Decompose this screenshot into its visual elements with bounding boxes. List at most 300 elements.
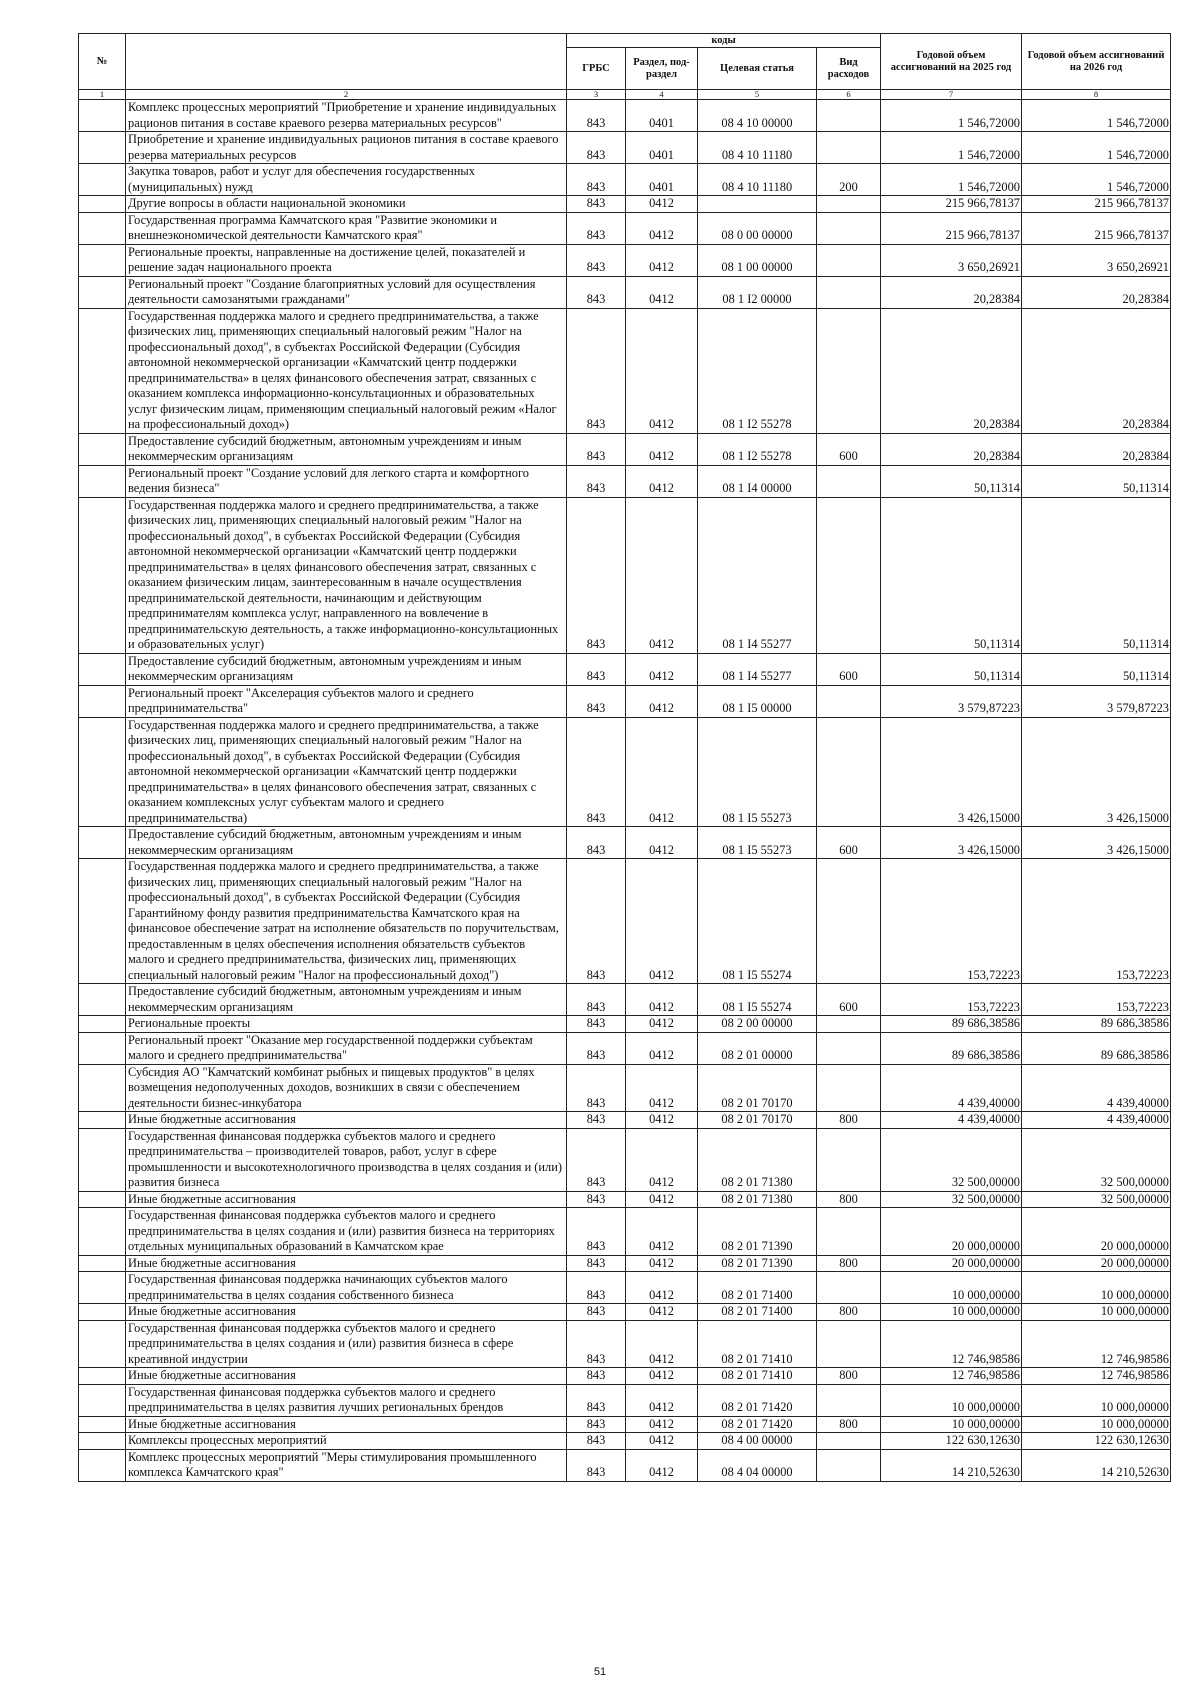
row-2026-cell: 10 000,00000 [1022, 1384, 1171, 1416]
row-target-cell: 08 4 04 00000 [698, 1449, 817, 1481]
row-2026-cell: 50,11314 [1022, 497, 1171, 653]
row-name-cell: Государственная поддержка малого и среднего предпринимательства, а также физических лиц, применяющих специальный налоговый режим "Налог на профессиональный доход", в субъектах Российской Федерации (Субсидия автономной некоммерческой организации «Камчатский центр поддержки предпринимательства» в целях финансового обеспечения затрат, связанных с оказанием физическим лицам, заинтересованным в начале осуществления предпринимательской деятельности, начинающим и действующим предпринимателям комплекса услуг, направленного на вовлечение в предпринимательскую деятельность, а также информационно-консультационных и образовательных услуг) [126, 497, 567, 653]
row-2025-cell: 32 500,00000 [881, 1191, 1022, 1208]
row-target-cell: 08 1 00 00000 [698, 244, 817, 276]
row-number-cell [79, 100, 126, 132]
row-grbs-cell: 843 [567, 276, 626, 308]
row-section-cell: 0401 [626, 100, 698, 132]
row-grbs-cell: 843 [567, 100, 626, 132]
row-section-cell: 0412 [626, 717, 698, 827]
row-2026-cell: 50,11314 [1022, 465, 1171, 497]
row-section-cell: 0412 [626, 685, 698, 717]
table-row [79, 276, 1171, 308]
row-name-cell: Государственная финансовая поддержка начинающих субъектов малого предпринимательства в целях создания собственного бизнеса [126, 1272, 567, 1304]
row-2026-cell: 12 746,98586 [1022, 1368, 1171, 1385]
table-body [79, 100, 1171, 1482]
budget-table [78, 33, 1171, 1482]
table-row [79, 132, 1171, 164]
row-section-cell: 0412 [626, 1368, 698, 1385]
row-2025-cell: 3 650,26921 [881, 244, 1022, 276]
row-number-cell [79, 276, 126, 308]
row-2026-cell: 89 686,38586 [1022, 1032, 1171, 1064]
row-name-cell: Региональные проекты, направленные на достижение целей, показателей и решение задач национального проекта [126, 244, 567, 276]
row-name-cell: Государственная поддержка малого и среднего предпринимательства, а также физических лиц, применяющих специальный налоговый режим "Налог на профессиональный доход", в субъектах Российской Федерации (Субсидия Гарантийному фонду развития предпринимательства Камчатского края на финансовое обеспечение затрат на исполнение обязательств по поручительствам, предоставленным в целях обеспечения исполнения обязательств субъектов малого и среднего предпринимательства, физических лиц, применяющих специальный налоговый режим "Налог на профессиональный доход") [126, 859, 567, 984]
table-row [79, 1032, 1171, 1064]
row-type-cell [817, 244, 881, 276]
row-target-cell: 08 1 I2 55278 [698, 433, 817, 465]
table-row [79, 196, 1171, 213]
row-target-cell: 08 4 00 00000 [698, 1433, 817, 1450]
row-2026-cell: 20,28384 [1022, 433, 1171, 465]
row-type-cell [817, 308, 881, 433]
row-2026-cell: 122 630,12630 [1022, 1433, 1171, 1450]
row-grbs-cell: 843 [567, 1128, 626, 1191]
row-name-cell: Комплекс процессных мероприятий "Меры стимулирования промышленного комплекса Камчатского края" [126, 1449, 567, 1481]
row-type-cell [817, 1208, 881, 1256]
row-name-cell: Иные бюджетные ассигнования [126, 1191, 567, 1208]
row-type-cell [817, 212, 881, 244]
row-type-cell [817, 1128, 881, 1191]
row-grbs-cell: 843 [567, 859, 626, 984]
row-2025-cell: 20 000,00000 [881, 1208, 1022, 1256]
row-number-cell [79, 1128, 126, 1191]
col-number-4: 4 [626, 90, 698, 100]
row-grbs-cell: 843 [567, 465, 626, 497]
row-section-cell: 0412 [626, 1416, 698, 1433]
row-name-cell: Иные бюджетные ассигнования [126, 1368, 567, 1385]
row-type-cell: 600 [817, 433, 881, 465]
row-target-cell: 08 2 01 71410 [698, 1368, 817, 1385]
row-target-cell: 08 4 10 11180 [698, 132, 817, 164]
row-2025-cell: 4 439,40000 [881, 1064, 1022, 1112]
row-type-cell [817, 1449, 881, 1481]
row-name-cell: Региональный проект "Создание условий для легкого старта и комфортного ведения бизнеса" [126, 465, 567, 497]
row-number-cell [79, 1255, 126, 1272]
row-name-cell: Закупка товаров, работ и услуг для обеспечения государственных (муниципальных) нужд [126, 164, 567, 196]
row-grbs-cell: 843 [567, 1320, 626, 1368]
row-number-cell [79, 1016, 126, 1033]
row-2025-cell: 12 746,98586 [881, 1368, 1022, 1385]
row-type-cell: 800 [817, 1255, 881, 1272]
row-type-cell: 600 [817, 653, 881, 685]
row-2025-cell: 4 439,40000 [881, 1112, 1022, 1129]
row-2026-cell: 20 000,00000 [1022, 1255, 1171, 1272]
row-target-cell: 08 0 00 00000 [698, 212, 817, 244]
table-row [79, 1208, 1171, 1256]
row-grbs-cell: 843 [567, 1304, 626, 1321]
row-2025-cell: 10 000,00000 [881, 1272, 1022, 1304]
row-target-cell: 08 2 01 70170 [698, 1112, 817, 1129]
row-section-cell: 0412 [626, 212, 698, 244]
row-section-cell: 0412 [626, 497, 698, 653]
row-type-cell [817, 132, 881, 164]
row-target-cell: 08 2 01 71380 [698, 1128, 817, 1191]
row-type-cell [817, 1320, 881, 1368]
row-name-cell: Предоставление субсидий бюджетным, автономным учреждениям и иным некоммерческим организациям [126, 653, 567, 685]
row-section-cell: 0412 [626, 196, 698, 213]
row-type-cell [817, 1384, 881, 1416]
row-grbs-cell: 843 [567, 1016, 626, 1033]
row-2025-cell: 1 546,72000 [881, 164, 1022, 196]
row-2026-cell: 20 000,00000 [1022, 1208, 1171, 1256]
row-number-cell [79, 1032, 126, 1064]
col-header-grbs: ГРБС [567, 48, 626, 90]
row-target-cell: 08 2 01 71400 [698, 1272, 817, 1304]
row-2025-cell: 215 966,78137 [881, 212, 1022, 244]
row-type-cell [817, 1433, 881, 1450]
row-target-cell: 08 1 I4 00000 [698, 465, 817, 497]
row-2025-cell: 3 579,87223 [881, 685, 1022, 717]
row-type-cell: 800 [817, 1368, 881, 1385]
row-2025-cell: 153,72223 [881, 859, 1022, 984]
row-2026-cell: 3 650,26921 [1022, 244, 1171, 276]
row-grbs-cell: 843 [567, 1208, 626, 1256]
row-2025-cell: 3 426,15000 [881, 827, 1022, 859]
row-grbs-cell: 843 [567, 1449, 626, 1481]
row-target-cell: 08 1 I5 55273 [698, 827, 817, 859]
row-number-cell [79, 1368, 126, 1385]
row-section-cell: 0412 [626, 465, 698, 497]
row-type-cell [817, 497, 881, 653]
table-row [79, 984, 1171, 1016]
table-row [79, 1016, 1171, 1033]
row-section-cell: 0412 [626, 1112, 698, 1129]
row-2026-cell: 153,72223 [1022, 859, 1171, 984]
row-2026-cell: 3 426,15000 [1022, 827, 1171, 859]
row-2026-cell: 89 686,38586 [1022, 1016, 1171, 1033]
row-2026-cell: 50,11314 [1022, 653, 1171, 685]
row-2025-cell: 20 000,00000 [881, 1255, 1022, 1272]
col-number-7: 7 [881, 90, 1022, 100]
row-number-cell [79, 497, 126, 653]
row-grbs-cell: 843 [567, 1032, 626, 1064]
row-name-cell: Иные бюджетные ассигнования [126, 1255, 567, 1272]
row-type-cell [817, 717, 881, 827]
row-grbs-cell: 843 [567, 164, 626, 196]
row-2026-cell: 20,28384 [1022, 276, 1171, 308]
row-type-cell: 800 [817, 1191, 881, 1208]
row-number-cell [79, 196, 126, 213]
row-grbs-cell: 843 [567, 984, 626, 1016]
row-target-cell: 08 2 01 71420 [698, 1416, 817, 1433]
col-number-8: 8 [1022, 90, 1171, 100]
row-2026-cell: 10 000,00000 [1022, 1416, 1171, 1433]
row-type-cell: 200 [817, 164, 881, 196]
row-name-cell: Региональный проект "Акселерация субъектов малого и среднего предпринимательства" [126, 685, 567, 717]
table-row [79, 1449, 1171, 1481]
row-target-cell: 08 2 01 71380 [698, 1191, 817, 1208]
row-number-cell [79, 465, 126, 497]
row-section-cell: 0412 [626, 859, 698, 984]
row-target-cell: 08 2 01 00000 [698, 1032, 817, 1064]
row-2025-cell: 10 000,00000 [881, 1416, 1022, 1433]
row-target-cell: 08 2 01 71420 [698, 1384, 817, 1416]
row-target-cell: 08 1 I5 55274 [698, 984, 817, 1016]
row-type-cell [817, 1032, 881, 1064]
table-row [79, 212, 1171, 244]
row-2026-cell: 4 439,40000 [1022, 1112, 1171, 1129]
col-header-codes: коды [567, 34, 881, 48]
col-number-3: 3 [567, 90, 626, 100]
row-name-cell: Комплексы процессных мероприятий [126, 1433, 567, 1450]
row-2025-cell: 1 546,72000 [881, 100, 1022, 132]
row-section-cell: 0412 [626, 1208, 698, 1256]
row-grbs-cell: 843 [567, 1368, 626, 1385]
row-2025-cell: 50,11314 [881, 653, 1022, 685]
page-number: 51 [593, 1666, 607, 1678]
row-target-cell: 08 2 01 70170 [698, 1064, 817, 1112]
row-type-cell [817, 1064, 881, 1112]
row-target-cell: 08 2 01 71390 [698, 1208, 817, 1256]
row-number-cell [79, 827, 126, 859]
table-row [79, 653, 1171, 685]
row-grbs-cell: 843 [567, 1191, 626, 1208]
col-number-2: 2 [126, 90, 567, 100]
row-2025-cell: 89 686,38586 [881, 1032, 1022, 1064]
row-target-cell: 08 2 01 71400 [698, 1304, 817, 1321]
row-number-cell [79, 1433, 126, 1450]
row-section-cell: 0412 [626, 1191, 698, 1208]
table-row [79, 1368, 1171, 1385]
row-section-cell: 0412 [626, 1449, 698, 1481]
row-2025-cell: 14 210,52630 [881, 1449, 1022, 1481]
row-name-cell: Государственная поддержка малого и среднего предпринимательства, а также физических лиц, применяющих специальный налоговый режим "Налог на профессиональный доход", в субъектах Российской Федерации (Субсидия автономной некоммерческой организации «Камчатский центр поддержки предпринимательства» в целях финансового обеспечения затрат, связанных с оказанием комплекса информационно-консультационных и образовательных услуг физическим лицам, применяющим специальный налоговый режим «Налог на профессиональный доход») [126, 308, 567, 433]
row-target-cell: 08 1 I4 55277 [698, 497, 817, 653]
row-2026-cell: 3 579,87223 [1022, 685, 1171, 717]
row-type-cell [817, 1272, 881, 1304]
row-section-cell: 0412 [626, 1064, 698, 1112]
row-2026-cell: 10 000,00000 [1022, 1304, 1171, 1321]
row-target-cell [698, 196, 817, 213]
row-2025-cell: 12 746,98586 [881, 1320, 1022, 1368]
row-number-cell [79, 1191, 126, 1208]
row-2026-cell: 4 439,40000 [1022, 1064, 1171, 1112]
row-2025-cell: 50,11314 [881, 465, 1022, 497]
row-grbs-cell: 843 [567, 827, 626, 859]
row-2026-cell: 12 746,98586 [1022, 1320, 1171, 1368]
row-2026-cell: 1 546,72000 [1022, 164, 1171, 196]
row-target-cell: 08 1 I2 55278 [698, 308, 817, 433]
row-type-cell [817, 196, 881, 213]
row-number-cell [79, 653, 126, 685]
row-2025-cell: 3 426,15000 [881, 717, 1022, 827]
row-type-cell: 800 [817, 1112, 881, 1129]
row-2026-cell: 215 966,78137 [1022, 196, 1171, 213]
table-row [79, 1112, 1171, 1129]
row-section-cell: 0412 [626, 1384, 698, 1416]
row-number-cell [79, 1208, 126, 1256]
table-row [79, 433, 1171, 465]
table-row [79, 1064, 1171, 1112]
row-number-cell [79, 433, 126, 465]
row-grbs-cell: 843 [567, 1112, 626, 1129]
row-type-cell [817, 685, 881, 717]
row-number-cell [79, 244, 126, 276]
col-number-5: 5 [698, 90, 817, 100]
table-row [79, 308, 1171, 433]
col-header-2026: Годовой объем ассигнований на 2026 год [1022, 34, 1171, 90]
row-number-cell [79, 717, 126, 827]
row-target-cell: 08 4 10 00000 [698, 100, 817, 132]
row-grbs-cell: 843 [567, 308, 626, 433]
row-2026-cell: 1 546,72000 [1022, 132, 1171, 164]
row-type-cell [817, 859, 881, 984]
row-number-cell [79, 859, 126, 984]
row-name-cell: Иные бюджетные ассигнования [126, 1304, 567, 1321]
col-header-section: Раздел, под-раздел [626, 48, 698, 90]
row-2025-cell: 1 546,72000 [881, 132, 1022, 164]
row-name-cell: Предоставление субсидий бюджетным, автономным учреждениям и иным некоммерческим организациям [126, 827, 567, 859]
row-section-cell: 0412 [626, 1304, 698, 1321]
row-2025-cell: 10 000,00000 [881, 1384, 1022, 1416]
row-target-cell: 08 1 I5 55274 [698, 859, 817, 984]
table-row [79, 1128, 1171, 1191]
row-type-cell: 600 [817, 984, 881, 1016]
row-name-cell: Государственная финансовая поддержка субъектов малого и среднего предпринимательства в целях создания и (или) развития бизнеса в сфере креативной индустрии [126, 1320, 567, 1368]
row-grbs-cell: 843 [567, 1416, 626, 1433]
row-target-cell: 08 2 00 00000 [698, 1016, 817, 1033]
row-type-cell [817, 276, 881, 308]
row-2025-cell: 10 000,00000 [881, 1304, 1022, 1321]
table-row [79, 1304, 1171, 1321]
col-number-6: 6 [817, 90, 881, 100]
row-target-cell: 08 4 10 11180 [698, 164, 817, 196]
col-number-1: 1 [79, 90, 126, 100]
table-row [79, 717, 1171, 827]
row-target-cell: 08 2 01 71410 [698, 1320, 817, 1368]
row-number-cell [79, 1112, 126, 1129]
row-number-cell [79, 1416, 126, 1433]
row-name-cell: Региональный проект "Оказание мер государственной поддержки субъектам малого и среднего предпринимательства" [126, 1032, 567, 1064]
row-number-cell [79, 1384, 126, 1416]
row-name-cell: Государственная финансовая поддержка субъектов малого и среднего предпринимательства – производителей товаров, работ, услуг в сфере промышленности и высокотехнологичного производства в целях создания и (или) развития бизнеса [126, 1128, 567, 1191]
row-type-cell: 800 [817, 1416, 881, 1433]
table-row [79, 497, 1171, 653]
row-target-cell: 08 1 I2 00000 [698, 276, 817, 308]
row-number-cell [79, 1304, 126, 1321]
row-grbs-cell: 843 [567, 196, 626, 213]
row-section-cell: 0412 [626, 1320, 698, 1368]
row-type-cell [817, 465, 881, 497]
row-section-cell: 0412 [626, 984, 698, 1016]
row-number-cell [79, 685, 126, 717]
row-grbs-cell: 843 [567, 685, 626, 717]
row-section-cell: 0412 [626, 1255, 698, 1272]
row-grbs-cell: 843 [567, 653, 626, 685]
row-grbs-cell: 843 [567, 433, 626, 465]
row-2025-cell: 20,28384 [881, 276, 1022, 308]
row-2026-cell: 32 500,00000 [1022, 1128, 1171, 1191]
row-2025-cell: 20,28384 [881, 308, 1022, 433]
row-grbs-cell: 843 [567, 244, 626, 276]
table-row [79, 164, 1171, 196]
row-2026-cell: 3 426,15000 [1022, 717, 1171, 827]
row-number-cell [79, 132, 126, 164]
row-type-cell [817, 1016, 881, 1033]
row-name-cell: Иные бюджетные ассигнования [126, 1112, 567, 1129]
row-section-cell: 0412 [626, 276, 698, 308]
row-grbs-cell: 843 [567, 1272, 626, 1304]
row-name-cell: Государственная финансовая поддержка субъектов малого и среднего предпринимательства в целях развития лучших региональных брендов [126, 1384, 567, 1416]
row-number-cell [79, 164, 126, 196]
row-name-cell: Приобретение и хранение индивидуальных рационов питания в составе краевого резерва материальных ресурсов [126, 132, 567, 164]
col-header-target: Целевая статья [698, 48, 817, 90]
row-2026-cell: 1 546,72000 [1022, 100, 1171, 132]
table-row [79, 100, 1171, 132]
row-2026-cell: 153,72223 [1022, 984, 1171, 1016]
row-section-cell: 0401 [626, 164, 698, 196]
table-row [79, 685, 1171, 717]
row-2026-cell: 14 210,52630 [1022, 1449, 1171, 1481]
row-name-cell: Региональные проекты [126, 1016, 567, 1033]
table-row [79, 1255, 1171, 1272]
row-2025-cell: 153,72223 [881, 984, 1022, 1016]
row-2025-cell: 89 686,38586 [881, 1016, 1022, 1033]
row-section-cell: 0412 [626, 244, 698, 276]
row-grbs-cell: 843 [567, 1064, 626, 1112]
row-target-cell: 08 2 01 71390 [698, 1255, 817, 1272]
row-section-cell: 0412 [626, 1016, 698, 1033]
row-2026-cell: 32 500,00000 [1022, 1191, 1171, 1208]
row-2025-cell: 122 630,12630 [881, 1433, 1022, 1450]
table-row [79, 827, 1171, 859]
row-name-cell: Государственная финансовая поддержка субъектов малого и среднего предпринимательства в целях создания и (или) развития бизнеса на территориях отдельных муниципальных образований в Камчатском крае [126, 1208, 567, 1256]
row-section-cell: 0412 [626, 1272, 698, 1304]
table-row [79, 1191, 1171, 1208]
row-2026-cell: 215 966,78137 [1022, 212, 1171, 244]
table-row [79, 1416, 1171, 1433]
row-number-cell [79, 1449, 126, 1481]
table-row [79, 1433, 1171, 1450]
col-header-type: Вид расходов [817, 48, 881, 90]
row-2025-cell: 32 500,00000 [881, 1128, 1022, 1191]
table-row [79, 465, 1171, 497]
row-number-cell [79, 1272, 126, 1304]
col-header-number: № [79, 34, 126, 90]
row-2026-cell: 10 000,00000 [1022, 1272, 1171, 1304]
row-section-cell: 0412 [626, 1128, 698, 1191]
row-2025-cell: 20,28384 [881, 433, 1022, 465]
row-name-cell: Предоставление субсидий бюджетным, автономным учреждениям и иным некоммерческим организациям [126, 984, 567, 1016]
row-name-cell: Государственная поддержка малого и среднего предпринимательства, а также физических лиц, применяющих специальный налоговый режим "Налог на профессиональный доход", в субъектах Российской Федерации (Субсидия автономной некоммерческой организации «Камчатский центр поддержки предпринимательства» в целях финансового обеспечения затрат, связанных с оказанием комплексных услуг субъектам малого и среднего предпринимательства) [126, 717, 567, 827]
row-number-cell [79, 1064, 126, 1112]
table-row [79, 244, 1171, 276]
row-grbs-cell: 843 [567, 717, 626, 827]
row-grbs-cell: 843 [567, 132, 626, 164]
row-grbs-cell: 843 [567, 497, 626, 653]
row-type-cell [817, 100, 881, 132]
table-row [79, 859, 1171, 984]
row-section-cell: 0412 [626, 827, 698, 859]
row-name-cell: Комплекс процессных мероприятий "Приобретение и хранение индивидуальных рационов питания в составе краевого резерва материальных ресурсов" [126, 100, 567, 132]
col-header-2025: Годовой объем ассигнований на 2025 год [881, 34, 1022, 90]
row-2026-cell: 20,28384 [1022, 308, 1171, 433]
row-name-cell: Иные бюджетные ассигнования [126, 1416, 567, 1433]
budget-table-sheet [78, 33, 1170, 1482]
row-name-cell: Региональный проект "Создание благоприятных условий для осуществления деятельности самозанятыми гражданами" [126, 276, 567, 308]
row-type-cell: 600 [817, 827, 881, 859]
row-name-cell: Субсидия АО "Камчатский комбинат рыбных и пищевых продуктов" в целях возмещения недополученных доходов, возникших в связи с обеспечением деятельности бизнес-инкубатора [126, 1064, 567, 1112]
row-section-cell: 0412 [626, 1032, 698, 1064]
row-type-cell: 800 [817, 1304, 881, 1321]
row-grbs-cell: 843 [567, 1433, 626, 1450]
row-number-cell [79, 1320, 126, 1368]
row-number-cell [79, 212, 126, 244]
row-target-cell: 08 1 I4 55277 [698, 653, 817, 685]
row-target-cell: 08 1 I5 00000 [698, 685, 817, 717]
row-section-cell: 0401 [626, 132, 698, 164]
table-row [79, 1272, 1171, 1304]
